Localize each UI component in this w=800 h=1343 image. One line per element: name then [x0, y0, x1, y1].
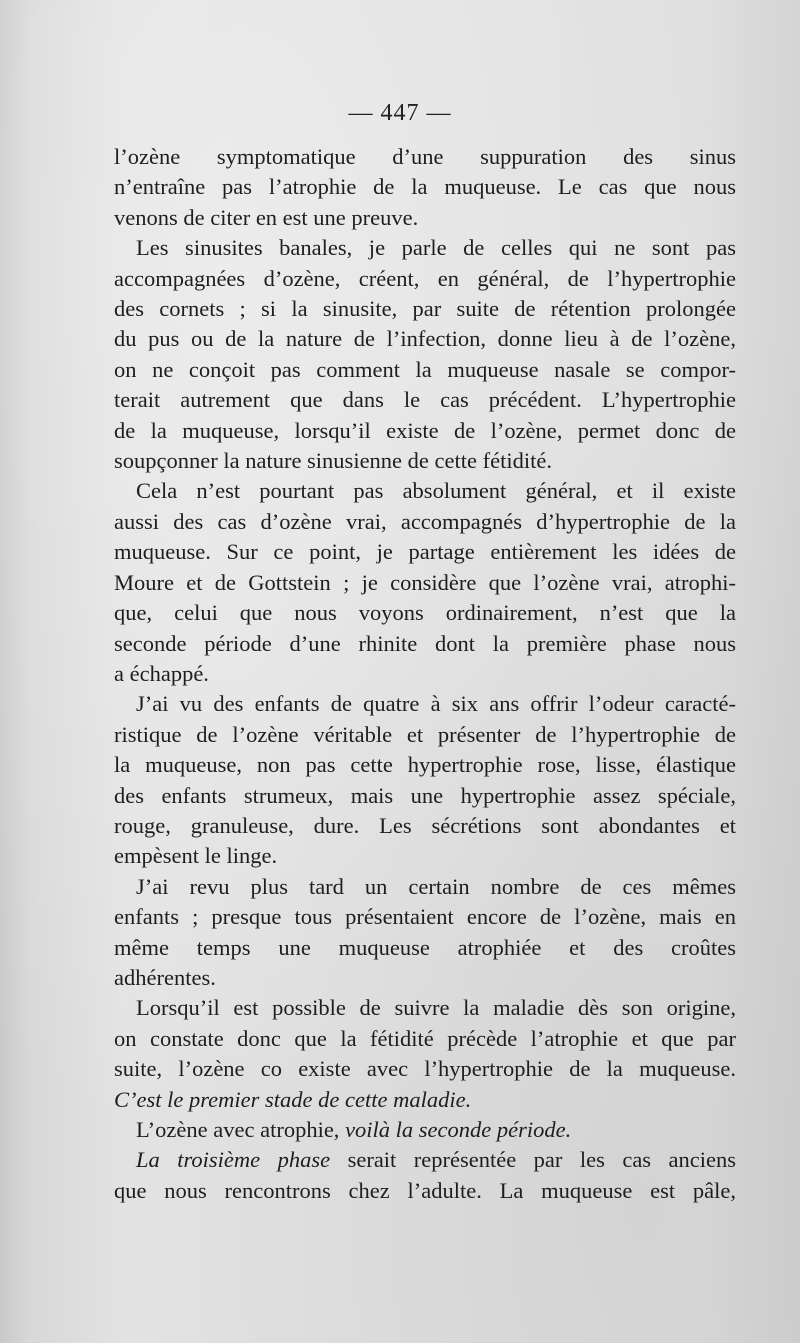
text-segment: on ne conçoit pas comment la muqueuse nasale se compor- [114, 356, 736, 382]
text-segment: ristique de l’ozène véritable et présenter de l’hypertrophie de [114, 721, 736, 747]
text-line [114, 933, 736, 963]
text-segment: des enfants strumeux, mais une hypertrophie assez spéciale, [114, 782, 736, 808]
text-segment: Cela n’est pourtant pas absolument général, et il existe [136, 478, 736, 504]
text-segment: aussi des cas d’ozène vrai, accompagnés d’hypertrophie de la [114, 508, 736, 534]
text-segment: l’ozène symptomatique d’une suppuration des sinus [114, 144, 736, 169]
text-line [114, 294, 736, 324]
text-segment: n’entraîne pas l’atrophie de la muqueuse. Le cas que nous [114, 174, 736, 200]
text-line [114, 720, 736, 750]
text-line [114, 264, 736, 294]
text-segment: J’ai revu plus tard un certain nombre de ces mêmes [136, 873, 736, 899]
text-segment: de la muqueuse, lorsqu’il existe de l’ozène, permet donc de [114, 417, 736, 443]
text-segment: L’ozène avec atrophie, [136, 1117, 346, 1142]
text-line [114, 1145, 736, 1175]
text-segment: Moure et de Gottstein ; je considère que l’ozène vrai, atrophi- [114, 569, 736, 595]
text-line [114, 1115, 736, 1145]
text-segment: serait représentée par les cas anciens [330, 1147, 736, 1173]
page-number: — 447 — [348, 100, 452, 126]
text-line [114, 537, 736, 567]
text-line [114, 172, 736, 202]
text-line [114, 841, 736, 871]
text-segment: Les sinusites banales, je parle de celles qui ne sont pas [136, 235, 736, 261]
text-line [114, 385, 736, 415]
italic-text-segment: La troisième phase [136, 1147, 331, 1173]
text-line [114, 872, 736, 902]
text-line [114, 781, 736, 811]
italic-text-segment: voilà la seconde période. [345, 1117, 572, 1142]
text-segment: enfants ; presque tous présentaient encore de l’ozène, mais en [114, 904, 736, 930]
text-line [114, 811, 736, 841]
text-line [114, 629, 736, 659]
text-line [114, 598, 736, 628]
text-line [114, 750, 736, 780]
text-segment: suite, l’ozène co existe avec l’hypertrophie de la muqueuse. [114, 1056, 736, 1082]
text-segment: que nous rencontrons chez l’adulte. La muqueuse est pâle, [114, 1177, 736, 1203]
text-segment: Lorsqu’il est possible de suivre la maladie dès son origine, [136, 995, 736, 1021]
text-segment: empèsent le linge. [114, 843, 278, 869]
text-line [114, 963, 736, 993]
text-segment: terait autrement que dans le cas précédent. L’hypertrophie [114, 387, 736, 413]
text-line [114, 993, 736, 1023]
text-line [114, 203, 736, 233]
body-text [114, 142, 736, 1206]
text-segment: soupçonner la nature sinusienne de cette fétidité. [114, 448, 552, 474]
text-segment: J’ai vu des enfants de quatre à six ans offrir l’odeur caracté- [136, 691, 736, 717]
text-line [114, 1085, 736, 1115]
text-line [114, 1054, 736, 1084]
text-segment: des cornets ; si la sinusite, par suite de rétention prolongée [114, 296, 736, 322]
text-segment: venons de citer en est une preuve. [114, 204, 419, 230]
text-line [114, 324, 736, 354]
text-line [114, 689, 736, 719]
text-segment: même temps une muqueuse atrophiée et des croûtes [114, 934, 736, 960]
text-segment: la muqueuse, non pas cette hypertrophie rose, lisse, élastique [114, 752, 736, 778]
text-line [114, 1024, 736, 1054]
text-line [114, 1176, 736, 1206]
text-segment: muqueuse. Sur ce point, je partage entièrement les idées de [114, 539, 736, 565]
italic-text-segment: C’est le premier stade de cette maladie. [114, 1086, 472, 1112]
text-segment: adhérentes. [114, 964, 216, 990]
text-line [114, 233, 736, 263]
text-segment: seconde période d’une rhinite dont la première phase nous [114, 630, 736, 656]
text-line [114, 142, 736, 172]
text-line [114, 355, 736, 385]
text-segment: accompagnées d’ozène, créent, en général, de l’hypertrophie [114, 265, 736, 291]
text-line [114, 446, 736, 476]
text-line [114, 659, 736, 689]
text-segment: du pus ou de la nature de l’infection, donne lieu à de l’ozène, [114, 326, 736, 352]
text-line [114, 416, 736, 446]
text-line [114, 568, 736, 598]
text-line [114, 476, 736, 506]
text-line [114, 902, 736, 932]
text-segment: que, celui que nous voyons ordinairement, n’est que la [114, 600, 736, 626]
text-segment: on constate donc que la fétidité précède l’atrophie et que par [114, 1025, 736, 1051]
text-segment: rouge, granuleuse, dure. Les sécrétions sont abondantes et [114, 812, 736, 838]
text-line [114, 507, 736, 537]
text-segment: a échappé. [114, 660, 209, 686]
